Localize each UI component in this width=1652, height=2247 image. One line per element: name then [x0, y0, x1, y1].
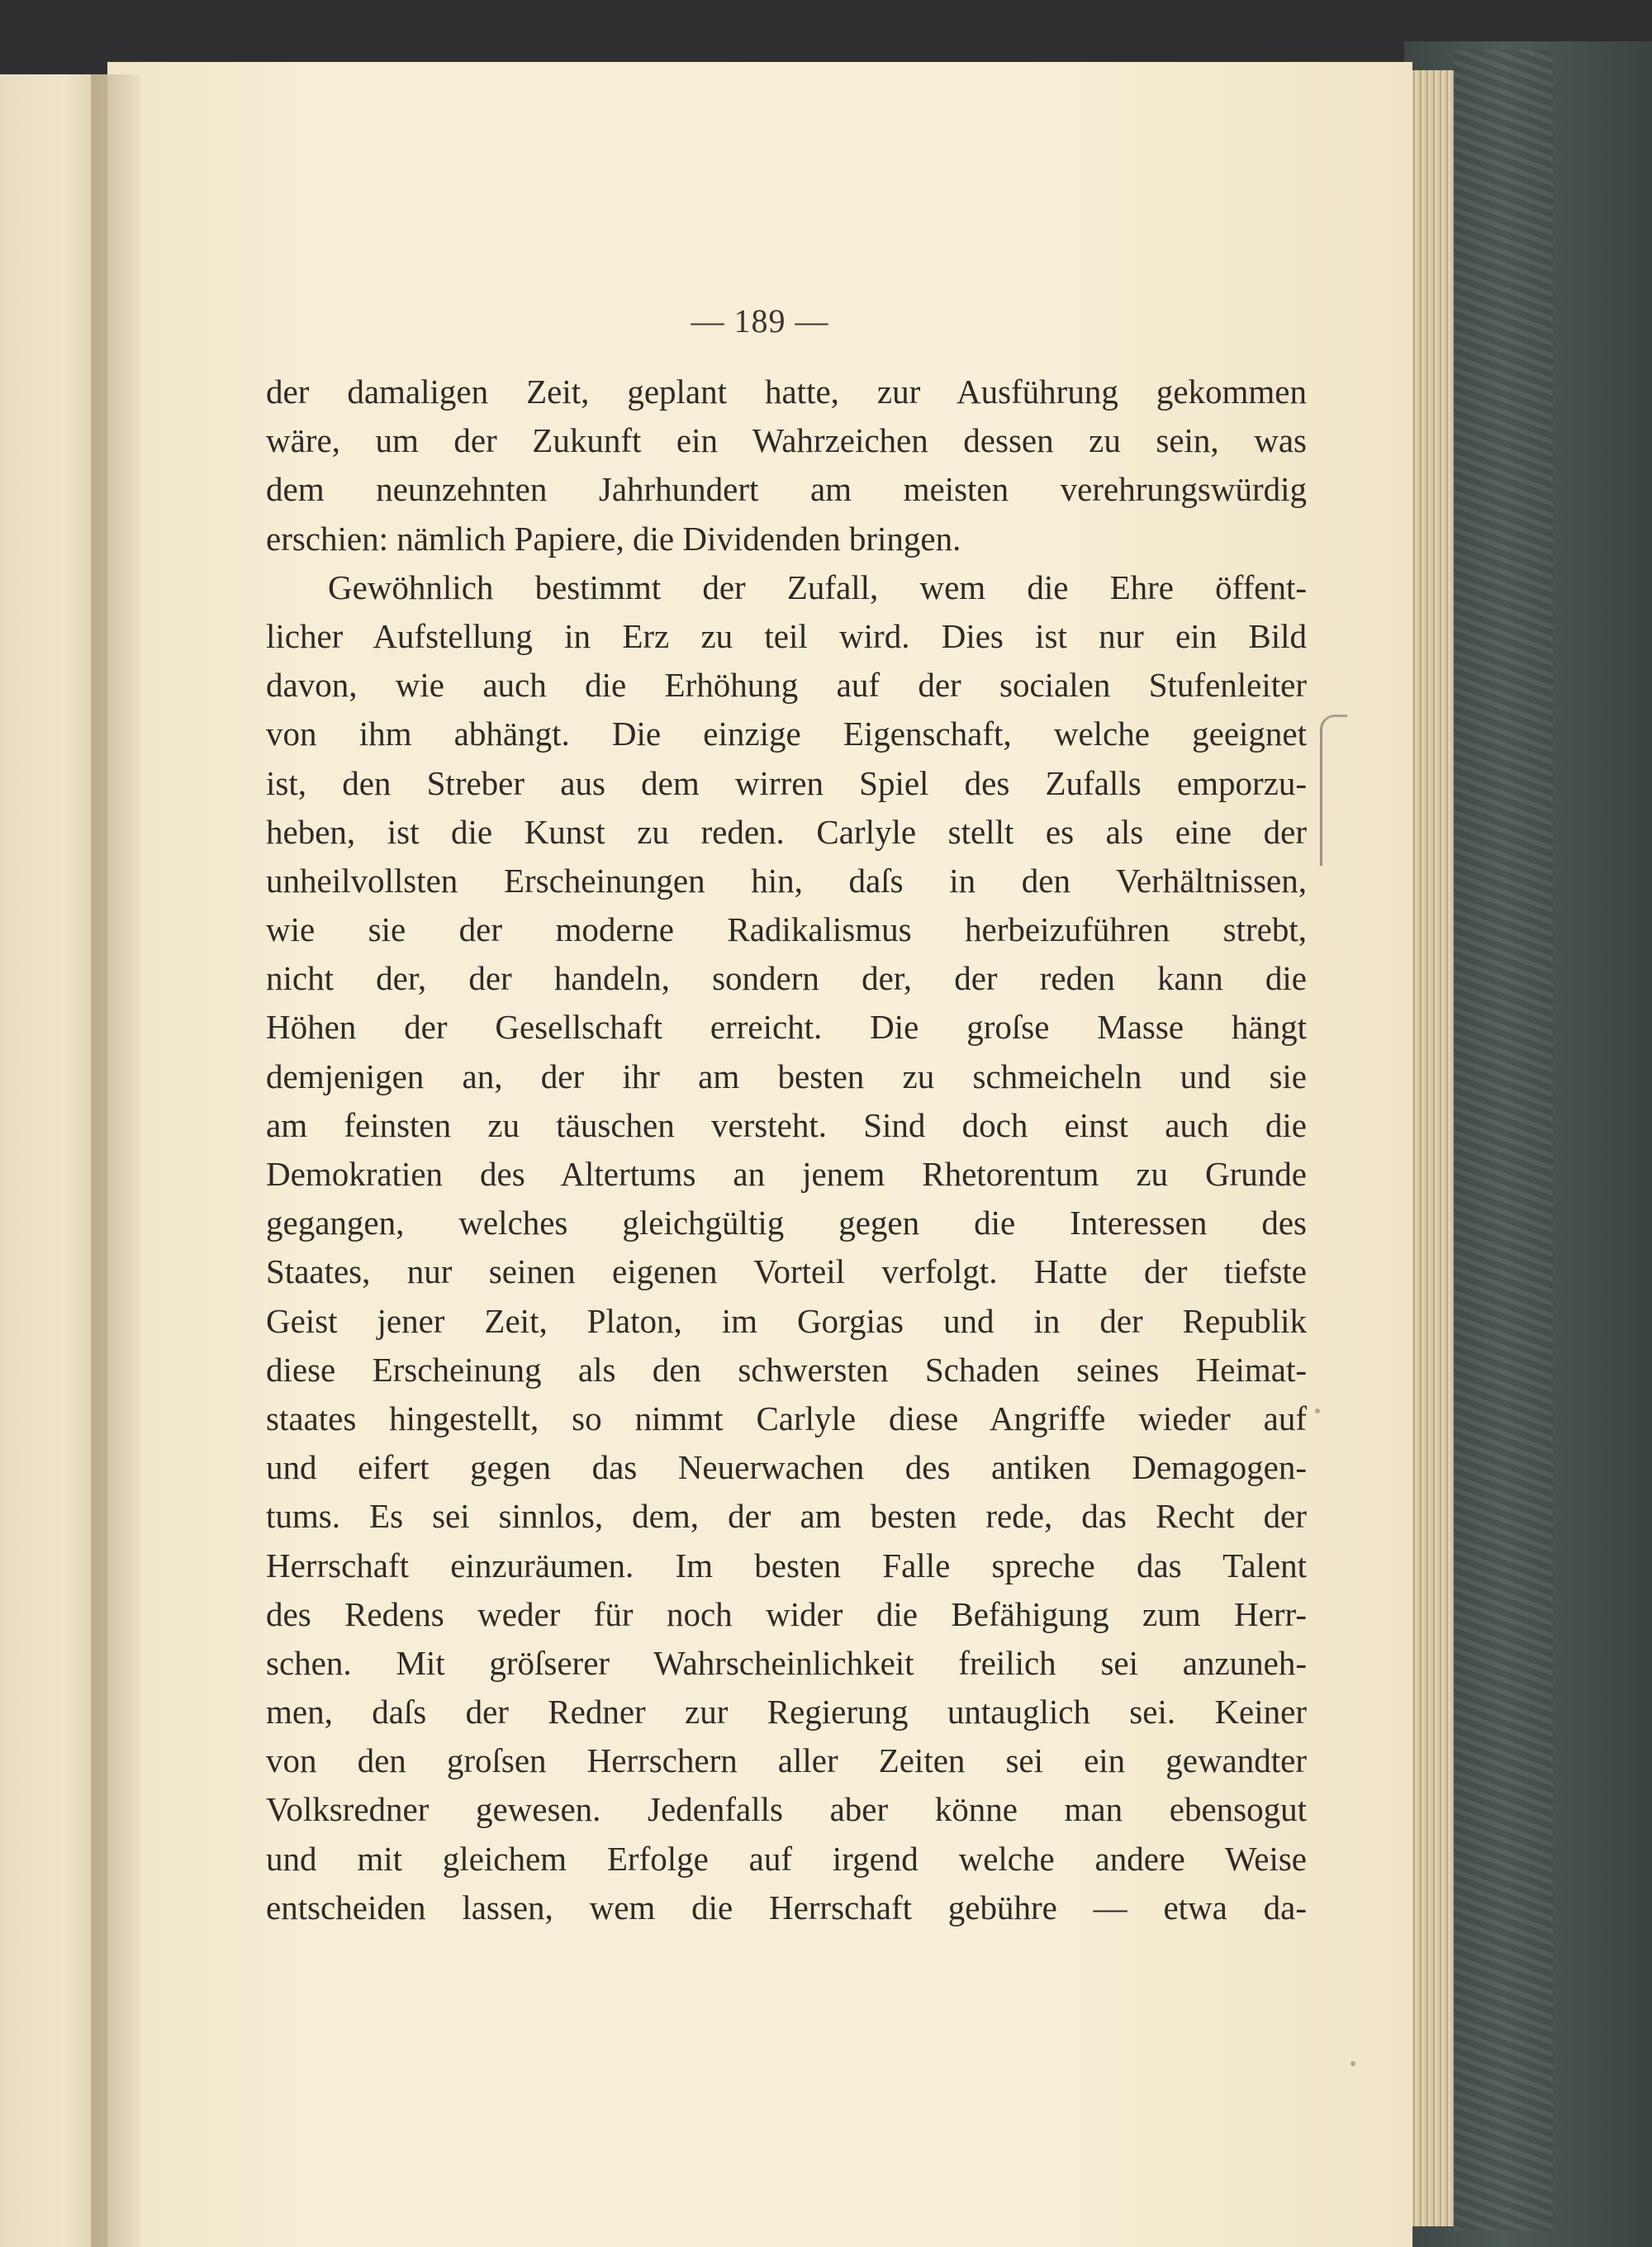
text-line: der damaligen Zeit, geplant hatte, zur Ausführung gekommen: [266, 373, 1307, 411]
text-line: licher Aufstellung in Erz zu teil wird. Dies ist nur ein Bild: [266, 616, 1307, 655]
pencil-margin-mark: [1320, 715, 1347, 866]
text-line: men, daſs der Redner zur Regierung untauglich sei. Keiner: [266, 1693, 1307, 1732]
text-line: demjenigen an, der ihr am besten zu schmeicheln und sie: [266, 1057, 1307, 1095]
text-line: ist, den Streber aus dem wirren Spiel des Zufalls emporzu-: [266, 763, 1307, 802]
text-line: Staates, nur seinen eigenen Vorteil verfolgt. Hatte der tiefste: [266, 1252, 1307, 1291]
text-line: Geist jener Zeit, Platon, im Gorgias und in der Republik: [266, 1301, 1307, 1340]
text-line: dem neunzehnten Jahrhundert am meisten verehrungswürdig: [266, 470, 1307, 509]
text-line: Volksredner gewesen. Jedenfalls aber könne man ebensogut: [266, 1790, 1307, 1829]
paper-speck: [1351, 2061, 1355, 2066]
text-line: gegangen, welches gleichgültig gegen die Interessen des: [266, 1204, 1307, 1242]
text-line: am feinsten zu täuschen versteht. Sind doch einst auch die: [266, 1105, 1307, 1144]
text-line: staates hingestellt, so nimmt Carlyle diese Angriffe wieder auf: [266, 1399, 1307, 1437]
text-line: nicht der, der handeln, sondern der, der reden kann die: [266, 959, 1307, 998]
text-line: Gewöhnlich bestimmt der Zufall, wem die Ehre öffent-: [328, 568, 1307, 606]
text-line: diese Erscheinung als den schwersten Schaden seines Heimat-: [266, 1350, 1307, 1389]
text-line: von ihm abhängt. Die einzige Eigenschaft, welche geeignet: [266, 715, 1307, 753]
text-line: unheilvollsten Erscheinungen hin, daſs in den Verhältnissen,: [266, 861, 1307, 900]
cover-texture: [1454, 50, 1553, 2230]
text-line: tums. Es sei sinnlos, dem, der am besten rede, das Recht der: [266, 1497, 1307, 1536]
right-page: [107, 62, 1412, 2247]
text-line: von den groſsen Herrschern aller Zeiten sei ein gewandter: [266, 1741, 1307, 1780]
page-number: — 189 —: [691, 302, 829, 340]
text-line: erschien: nämlich Papiere, die Dividenden bringen.: [266, 519, 961, 558]
paper-speck: [1315, 1409, 1320, 1413]
text-line: Herrschaft einzuräumen. Im besten Falle spreche das Talent: [266, 1546, 1307, 1584]
text-line: Demokratien des Altertums an jenem Rhetorentum zu Grunde: [266, 1155, 1307, 1193]
text-line: wie sie der moderne Radikalismus herbeizuführen strebt,: [266, 910, 1307, 949]
body-text: [266, 368, 1307, 1932]
text-line: entscheiden lassen, wem die Herrschaft gebühre — etwa da-: [266, 1888, 1307, 1926]
text-line: davon, wie auch die Erhöhung auf der socialen Stufenleiter: [266, 666, 1307, 705]
text-line: und eifert gegen das Neuerwachen des antiken Demagogen-: [266, 1448, 1307, 1487]
text-line: des Redens weder für noch wider die Befähigung zum Herr-: [266, 1594, 1307, 1633]
text-line: Höhen der Gesellschaft erreicht. Die groſse Masse hängt: [266, 1008, 1307, 1047]
text-line: wäre, um der Zukunft ein Wahrzeichen dessen zu sein, was: [266, 421, 1307, 460]
text-line: und mit gleichem Erfolge auf irgend welche andere Weise: [266, 1839, 1307, 1878]
gutter-shadow: [91, 74, 140, 2247]
text-line: heben, ist die Kunst zu reden. Carlyle stellt es als eine der: [266, 812, 1307, 851]
text-line: schen. Mit gröſserer Wahrscheinlichkeit freilich sei anzuneh-: [266, 1643, 1307, 1682]
